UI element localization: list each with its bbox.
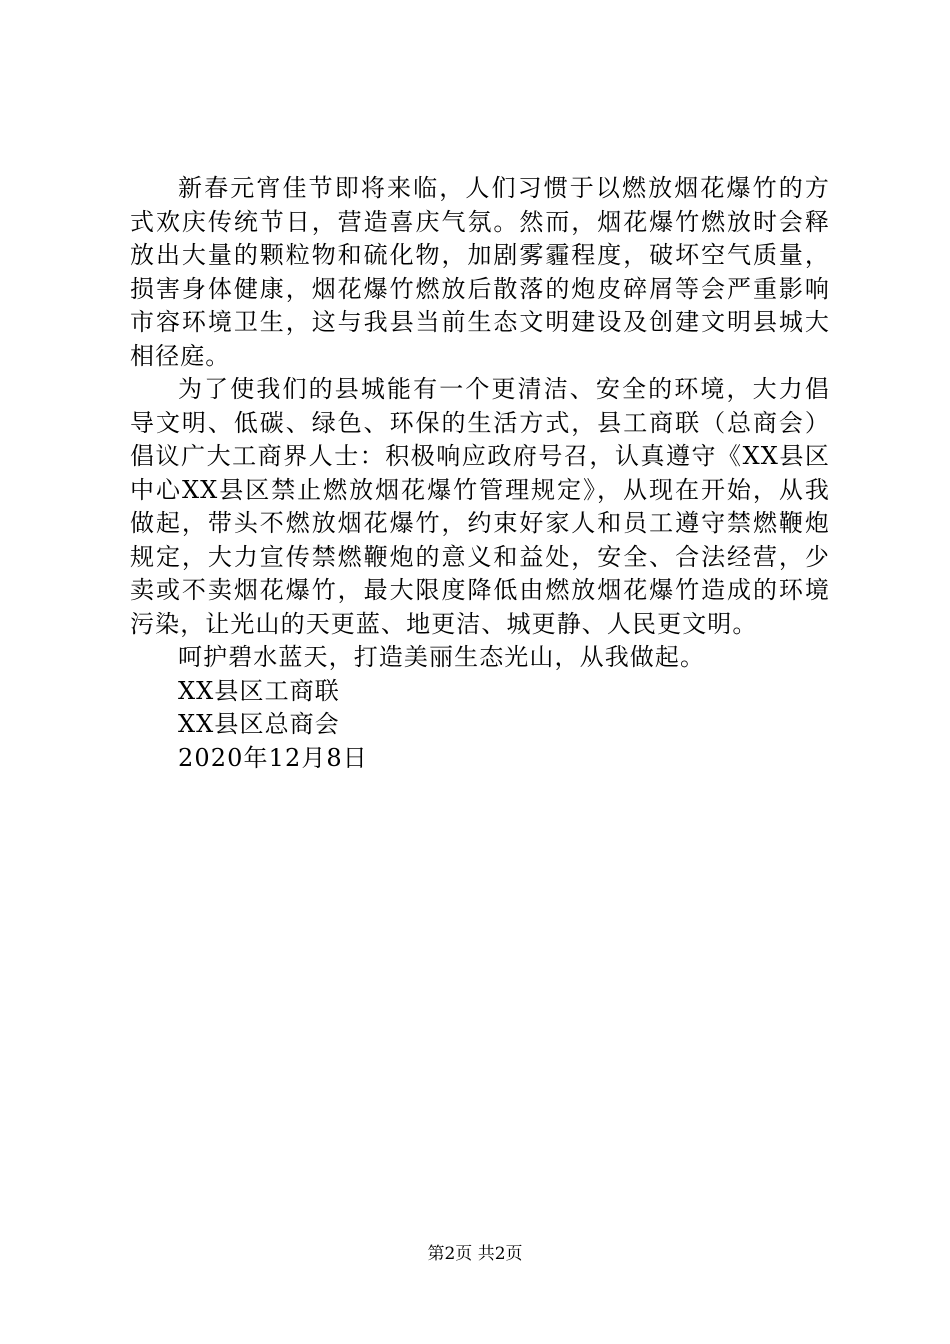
paragraph-intro: 新春元宵佳节即将来临，人们习惯于以燃放烟花爆竹的方式欢庆传统节日，营造喜庆气氛。然而，烟花爆竹燃放时会释放出大量的颗粒物和硫化物，加剧雾霾程度，破坏空气质量，损害身体健康，烟花爆竹燃放后散落的炮皮碎屑等会严重影响市容环境卫生，这与我县当前生态文明建设及创建文明县城大相径庭。 [130,174,830,370]
paragraph-proposal: 为了使我们的县城能有一个更清洁、安全的环境，大力倡导文明、低碳、绿色、环保的生活方式，县工商联（总商会）倡议广大工商界人士：积极响应政府号召，认真遵守《XX县区中心XX县区禁止燃放烟花爆竹管理规定》，从现在开始，从我做起，带头不燃放烟花爆竹，约束好家人和员工遵守禁燃鞭炮规定，大力宣传禁燃鞭炮的意义和益处，安全、合法经营，少卖或不卖烟花爆竹，最大限度降低由燃放烟花爆竹造成的环境污染，让光山的天更蓝、地更洁、城更静、人民更文明。 [130,375,830,638]
document-date: 2020年12月8日 [178,743,368,772]
signature-chamber: XX县区总商会 [178,710,340,738]
signature-federation: XX县区工商联 [178,676,340,705]
closing-line: 呵护碧水蓝天，打造美丽生态光山，从我做起。 [178,643,706,671]
document-body [130,172,830,775]
page-number-footer: 第2页 共2页 [427,1244,523,1264]
